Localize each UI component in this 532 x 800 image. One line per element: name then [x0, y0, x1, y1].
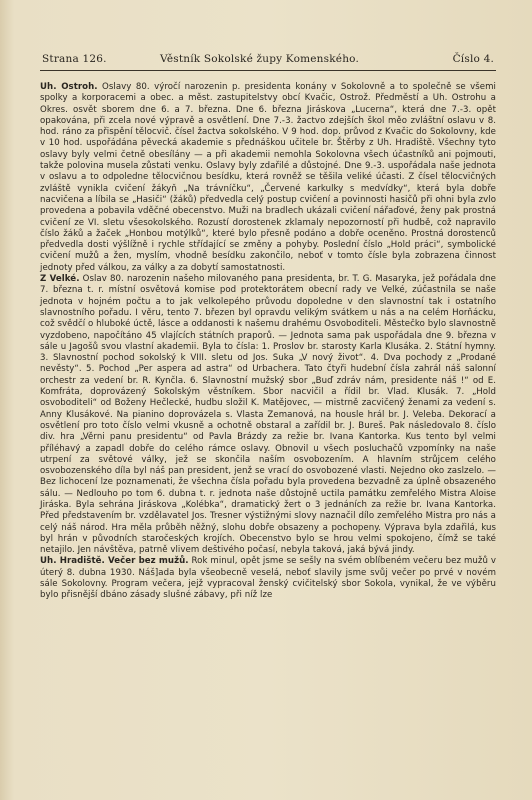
paragraph-text: Rok minul, opět jsme se sešly na svém oblíbeném večeru bez mužů v úterý 8. dubna 1930. Náš]ada byla všeobecně veselá, neboť slavily jsme svůj večer po prvé v novém sále Sokolovny. Program večera, jejž vypracoval ženský cvičitelský sbor Sokola, vynikal, že ve výběru bylo přisnější dbáno zásady slušné zábavy, při níž lze [40, 556, 496, 601]
paragraph-lead: Z Velké. [40, 274, 80, 285]
article-body [40, 82, 496, 602]
paragraph-text: Oslav 80. narozenin našeho milovaného pana presidenta, br. T. G. Masaryka, jež pořádala dne 7. března t. r. místní osvětová komise pod protektorátem obecní rady ve Velké, zúčastnila se naše jednota v hojném počtu a to jak velkolepého průvodu dopoledne v den slavnostní tak i ostatního slavnostního pořadu. I věru, tento 7. březen byl opravdu velikým svátkem u nás a na celém Horňácku, což svědčí o hluboké úctě, lásce a oddanosti k našemu drahému Osvoboditeli. Městečko bylo slavnostně vyzdobeno, napočítáno 45 vlajících státních praporů. — Jednota sama pak uspořádala dne 9. března v sále u Jagošů svou vlastní akademii. Byla to čísla: 1. Proslov br. starosty Karla Klusáka. 2. Státní hymny. 3. Slavnostní pochod sokolský k VIII. sletu od Jos. Suka „V nový život“. 4. Dva pochody z „Prodané nevěsty“. 5. Pochod „Per aspera ad astra“ od Urbachera. Tato čtyři hudební čísla zahrál náš salonní orchestr za vedení br. R. Kynčla. 6. Slavnostní mužský sbor „Buď zdráv nám, presidente náš !“ od E. Komfráta, doprovázený Sokolským věstníkem. Sbor nacvičil a řídil br. Vlad. Klusák. 7. „Hold osvoboditeli“ od Boženy Hečlecké, hudbu složil K. Matějovec, — mistrně zacvičený ženami za vedení s. Anny Klusákové. Na pianino doprovázela s. Vlasta Zemanová, na housle hrál br. J. Veleba. Dekorací a osvětlení pro toto číslo velmi vkusně a ochotně obstaral a zařídil br. J. Bureš. Pak následovalo 8. číslo div. hra „Věrni panu presidentu“ od Pavla Brázdy za režie br. Ivana Kantorka. Kus tento byl velmi příléhavý a zapadl dobře do celého rámce oslavy. Obnovil u všech posluchačů vzpomínky na naše utrpení za světové války, jež se skončila naším osvobozením. A hlavním strůjcem celého osvobozenského díla byl náš pan president, jenž se vrací do osvobozené vlasti. Nejedno oko zaslzelo. — Bez lichocení lze poznamenati, že všechna čísla pořadu byla provedena bezvadně za úplně obsazeného sálu. — Nedlouho po tom 6. dubna t. r. jednota naše důstojně uctila památku zemřelého Mistra Aloise Jiráska. Byla sehrána Jiráskova „Kolébka“, dramatický žert o 3 jednáních za režie br. Ivana Kantorka. Před představením br. vzdělavatel Jos. Tresner výstižnými slovy naznačil dílo zemřelého Mistra pro nás a celý náš národ. Hra měla průběh něžný, slohu dobře obsazeny a pochopeny. Výprava byla zdařilá, kus byl hrán v původních staročeských krojích. Obecenstvo bylo se hrou velmi spokojeno, čímž se také netajilo. Jen návštěva, patrně vlivem deštivého počasí, nebyla taková, jaká bývá jindy. [40, 274, 496, 556]
header-rule [40, 70, 496, 71]
paragraph-lead: Uh. Hradiště. Večer bez mužů. [40, 556, 189, 567]
paragraph-text: Oslavy 80. výročí narozenin p. presidenta konány v Sokolovně a to společně se všemi spolky a korporacemi a obec. a měst. zastupitelstvy obcí Kvačic, Ostrož. Předměstí a Uh. Ostrohu a Okres. osvět sborem dne 6. a 7. března. Dne 6. března Jiráskova „Lucerna“, která dne 7.-3. opět opakována, při zcela nové výpravě a osvětlení. Dne 7.-3. žactvo zdejších škol měo zvláštní oslavu v 8. hod. ráno za přispění tělocvič. čísel žactva sokolského. V 9 hod. dop. průvod z Kvačic do Sokolovny, kde v 10 hod. uspořádána pěvecká akademie s přednáškou učitele br. Štěrby z Uh. Hradiště. Všechny tyto oslavy byly velmi četně obesílány — a při akademii nemohla Sokolovna všech účastníků ani pojmouti, takže polovina musela zůstati venku. Oslavy byly zdařilé a důstojné. Dne 9.-3. uspořádala naše jednota v oslavu a to odpoledne tělocvičnou besídku, která rovněž se těšila veliké účasti. Z čísel tělocvičných zvláště vynikla cvičení žákyň „Na trávníčku“, „Červené karkulky s medvídky“, která byla dobře nacvičena a líbila se „Hasiči“ (žáků) předvedla celý postup cvičení a povinnosti hasičů při ohni byla zvlo provedena a pobavila vděčné obecenstvo. Muži na bradlech ukázali cvičení nářaďové, ženy pak prostná cvičení ze VI. sletu všesokolského. Rozustí dorostenek zklamaly nepozorností při hudbě, což napravilo číslo žáků a žaček „Honbou motýlků“, které bylo přesně podáno a dobře oceněno. Prostná dorostenců předvedla dosti výšlížně i rychle střídající se změny a pohyby. Poslední číslo „Hold práci“, symbolické cvičení mužů a žen, myslím, vhodně besídku zakončilo, neboť v tomto čísle byla zobrazena činnost jednoty před válkou, za války a za dobytí samostatnosti. [40, 82, 496, 273]
paragraph-uh-hradiste [40, 556, 496, 601]
paragraph-uh-ostroh [40, 82, 496, 274]
issue-number: Číslo 4. [452, 53, 494, 65]
page-header [42, 53, 494, 69]
paragraph-lead: Uh. Ostroh. [40, 82, 98, 92]
journal-title: Věstník Sokolské župy Komenského. [160, 53, 360, 65]
page-number: Strana 126. [42, 53, 107, 65]
paragraph-z-velke [40, 274, 496, 556]
